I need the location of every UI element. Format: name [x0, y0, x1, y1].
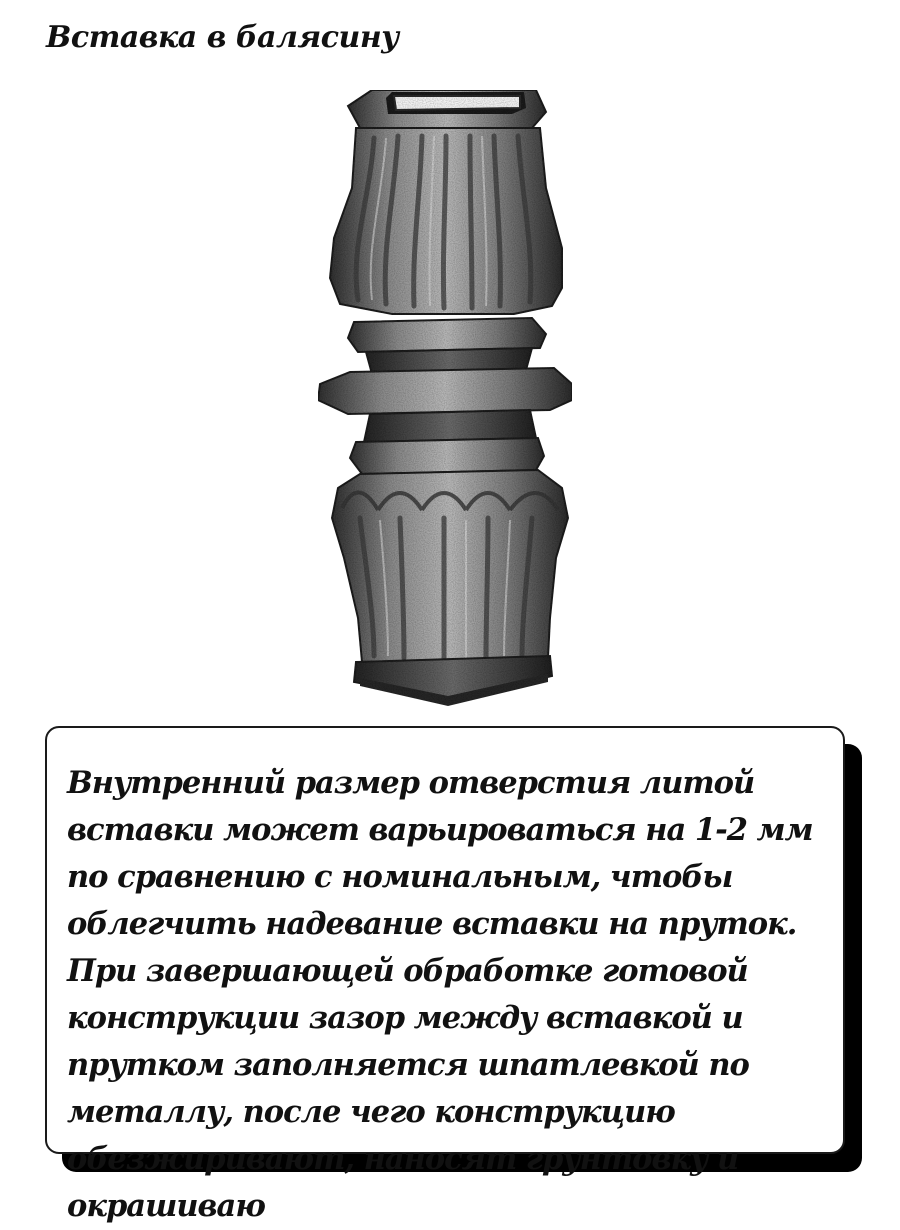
note-text: Внутренний размер отверстия литой вставки может варьироваться на 1-2 мм по сравнению с номинальным, чтобы облегчить надевание вставки на пруток. При завершающей обработке готовой конструкции зазор между вставкой и прутком заполняется шпатлевкой по металлу, после чего конструкцию обезжиривают, наносят грунтовку и окрашиваю — [67, 765, 813, 1224]
note-card — [45, 726, 845, 1224]
page-title: Вставка в балясину — [46, 20, 399, 55]
baluster-insert-image — [300, 78, 600, 728]
